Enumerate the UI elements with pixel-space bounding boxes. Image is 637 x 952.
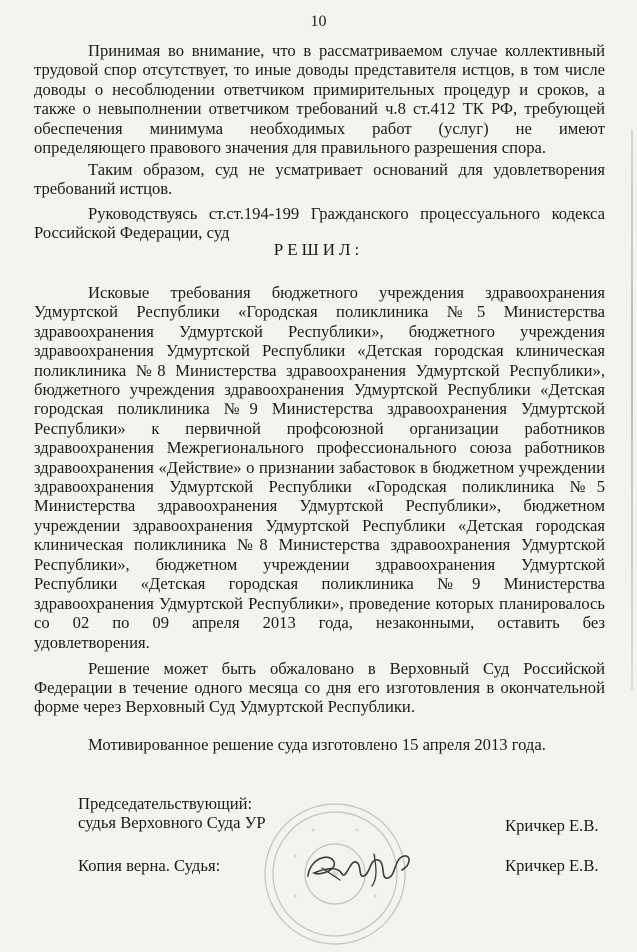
paragraph-reasoned-decision-date: Мотивированное решение суда изготовлено 15 апреля 2013 года. [88, 735, 546, 754]
judge-name: Кричкер Е.В. [505, 856, 599, 875]
paragraph-text: Принимая во внимание, что в рассматриваемом случае коллективный трудовой спор отсутствует, то иные доводы представителя истцов, в том числе доводы о несоблюдении ответчиком примирительных процедур и сроков, а также о невыполнении ответчиком требований ч.8 ст.412 ТК РФ, требующей обеспечения минимума необходимых работ (услуг) не имеют [34, 41, 605, 138]
paragraph-text: Руководствуясь ст.ст.194-199 Гражданского процессуального кодекса [88, 204, 605, 223]
judge-title: судья Верховного Суда УР [78, 813, 266, 832]
page-number: 10 [310, 13, 327, 30]
presiding-title: Председательствующий: [78, 794, 253, 813]
judge-name: Кричкер Е.В. [505, 816, 599, 835]
paragraph-text-last-line: удовлетворения. [34, 633, 150, 652]
scan-edge-shadow [631, 130, 633, 690]
paragraph-text: Решение может быть обжаловано в Верховный Суд Российской Федерации в течение одного месяца со дня его изготовления в окончательной [34, 659, 605, 698]
paragraph-text-last-line: форме через Верховный Суд Удмуртской Республики. [34, 697, 415, 716]
paragraph-text-last-line: определяющего правового значения для правильного разрешения спора. [34, 138, 547, 157]
copy-certification-label: Копия верна. Судья: [78, 856, 221, 875]
decision-heading: РЕШИЛ: [273, 240, 364, 259]
paragraph-text: Таким образом, суд не усматривает оснований для удовлетворения [88, 160, 605, 179]
paragraph-text-last-line: требований истцов. [34, 179, 173, 198]
paragraph-text-last-line: Российской Федерации, суд [34, 223, 230, 242]
paragraph-text: Исковые требования бюджетного учреждения здравоохранения Удмуртской Республики «Городская поликлиника №5 Министерства здравоохранения Удмуртской Республики», бюджетного учреждения здравоохранения Удмуртской Республики «Детская городская клиническая поликлиника №8 Министерства здравоохранения Удмуртской Республики», бюджетного учреждения здравоохранения Удмуртской Республики «Детская городская поликлиника №9 Министерства здравоохранения Удмуртской Республики» к первичной профсоюзной организации работников здравоохранения Межрегионального профессионального союза работников здравоохранения «Действие» о признании забастовок в бюджетном учреждении здравоохранения Удмуртской Республики «Городская поликлиника №5 Министерства здравоохранения Удмуртской Республики», бюджетном учреждении здравоохранения Удмуртской Республики «Детская городская клиническая поликлиника №8 Министерства здравоохранения Удмуртской Республики», бюджетном учреждении здравоохранения Удмуртской Республики «Детская городская поликлиника №9 Министерства здравоохранения Удмуртской Республики», проведение которых планировалось со 02 по 09 апреля 2013 года, незаконными, оставить без [34, 283, 605, 632]
handwritten-signature-icon [300, 846, 418, 890]
